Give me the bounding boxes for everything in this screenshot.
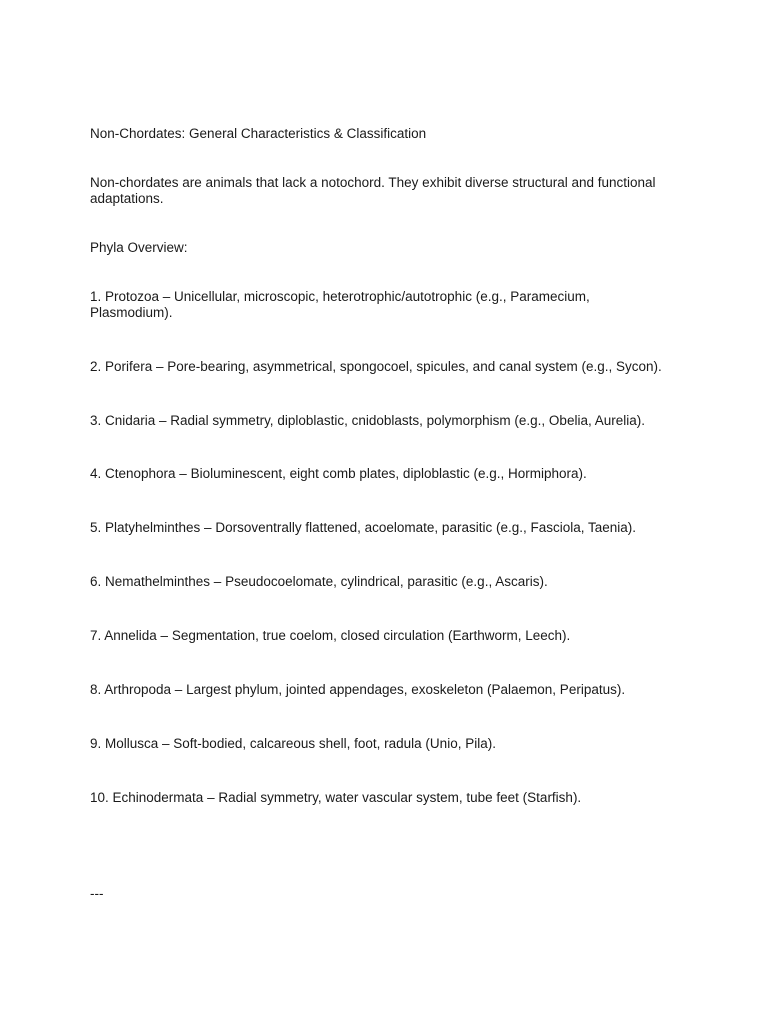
document-title: Non-Chordates: General Characteristics & Classification: [90, 126, 427, 141]
intro-paragraph: Non-chordates are animals that lack a notochord. They exhibit diverse structural and functional adaptations.: [90, 175, 656, 206]
phylum-item-arthropoda: 8. Arthropoda – Largest phylum, jointed appendages, exoskeleton (Palaemon, Peripatus).: [90, 682, 626, 697]
phylum-item-ctenophora: 4. Ctenophora – Bioluminescent, eight comb plates, diploblastic (e.g., Hormiphora).: [90, 466, 587, 481]
phylum-item-annelida: 7. Annelida – Segmentation, true coelom, closed circulation (Earthworm, Leech).: [90, 628, 571, 643]
phylum-item-platyhelminthes: 5. Platyhelminthes – Dorsoventrally flattened, acoelomate, parasitic (e.g., Fasciola, Taenia).: [90, 520, 637, 535]
phylum-item-echinodermata: 10. Echinodermata – Radial symmetry, water vascular system, tube feet (Starfish).: [90, 790, 582, 805]
phyla-overview-heading: Phyla Overview:: [90, 240, 188, 255]
section-separator: ---: [90, 886, 104, 901]
phylum-item-nemathelminthes: 6. Nemathelminthes – Pseudocoelomate, cylindrical, parasitic (e.g., Ascaris).: [90, 574, 548, 589]
phylum-item-cnidaria: 3. Cnidaria – Radial symmetry, diploblastic, cnidoblasts, polymorphism (e.g., Obelia, Aurelia).: [90, 413, 645, 428]
phylum-item-porifera: 2. Porifera – Pore-bearing, asymmetrical, spongocoel, spicules, and canal system (e.g., Sycon).: [90, 359, 662, 374]
phylum-item-protozoa: 1. Protozoa – Unicellular, microscopic, heterotrophic/autotrophic (e.g., Paramecium, Plasmodium).: [90, 289, 590, 320]
phylum-item-mollusca: 9. Mollusca – Soft-bodied, calcareous shell, foot, radula (Unio, Pila).: [90, 736, 496, 751]
